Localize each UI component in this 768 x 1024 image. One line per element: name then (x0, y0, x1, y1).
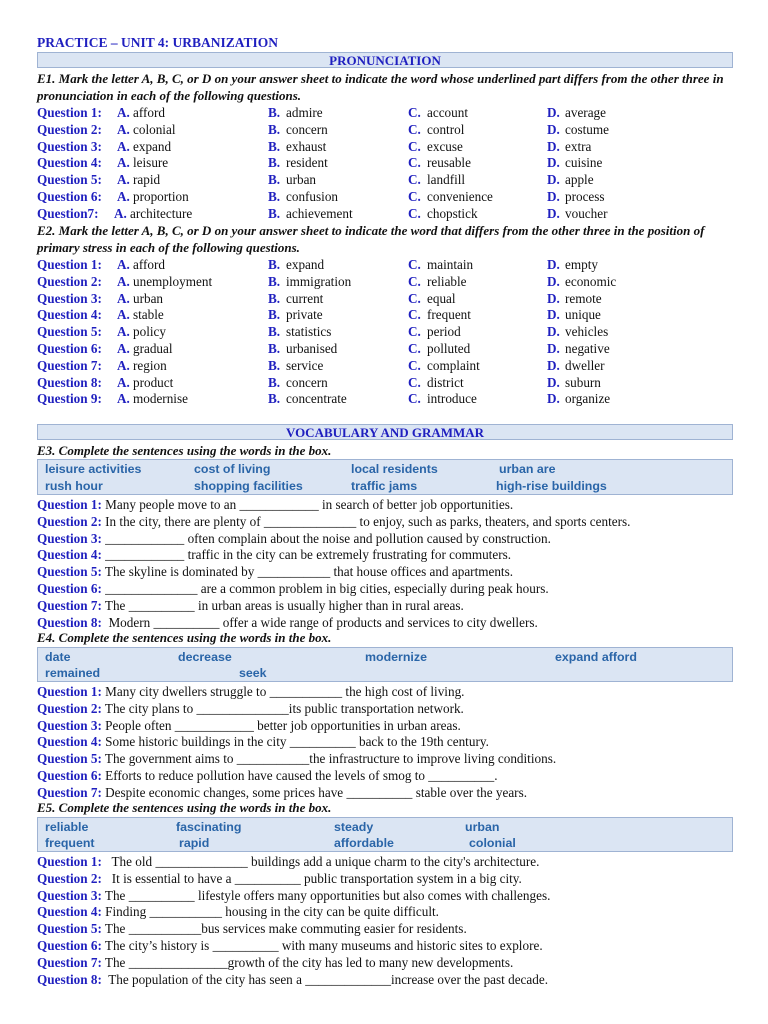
box-word: shopping facilities (194, 479, 303, 493)
question-text[interactable]: The skyline is dominated by ___________ that house offices and apartments. (104, 564, 514, 580)
box-word: urban (465, 820, 500, 834)
option-letter-c: C. (408, 172, 421, 188)
question-row (37, 374, 737, 391)
question-row (37, 171, 737, 188)
option-letter-a: A. (117, 324, 130, 340)
option-a[interactable]: colonial (133, 121, 176, 137)
option-d[interactable]: empty (565, 257, 598, 272)
option-letter-b: B. (268, 290, 281, 306)
option-letter-b: B. (268, 257, 281, 272)
option-d[interactable]: average (565, 105, 606, 120)
option-c[interactable]: complaint (427, 357, 480, 373)
question-label: Question 6: (37, 768, 102, 783)
question-row (37, 954, 513, 971)
question-label: Question 6: (37, 189, 102, 204)
option-letter-a: A. (117, 105, 130, 120)
question-row (37, 563, 513, 580)
question-row (37, 390, 737, 407)
question-row (37, 323, 737, 340)
option-a[interactable]: urban (133, 290, 164, 306)
option-letter-c: C. (408, 307, 421, 323)
option-b[interactable]: service (286, 357, 324, 373)
option-b[interactable]: resident (286, 155, 328, 171)
option-letter-c: C. (408, 341, 421, 356)
question-label: Question 4: (37, 155, 102, 171)
option-b[interactable]: expand (286, 257, 325, 272)
option-letter-b: B. (268, 189, 281, 204)
question-label: Question 3: (37, 717, 102, 733)
question-row (37, 853, 539, 870)
question-row (37, 717, 461, 734)
question-text[interactable]: Many city dwellers struggle to ___________ the high cost of living. (105, 684, 465, 699)
option-b[interactable]: concern (286, 374, 328, 390)
option-letter-a: A. (117, 391, 130, 407)
option-letter-c: C. (408, 205, 421, 221)
question-label: Question 7: (37, 597, 102, 613)
page-title: PRACTICE – UNIT 4: URBANIZATION (37, 35, 279, 50)
question-label: Question 5: (37, 324, 102, 340)
question-label: Question 2: (37, 121, 102, 137)
option-b[interactable]: current (286, 290, 324, 306)
option-b[interactable]: private (286, 307, 323, 323)
option-letter-c: C. (408, 138, 421, 154)
option-letter-d: D. (547, 138, 560, 154)
option-letter-d: D. (547, 324, 560, 340)
question-label: Question 7: (37, 357, 102, 373)
option-d[interactable]: economic (565, 273, 617, 289)
option-d[interactable]: process (565, 189, 605, 204)
question-row (37, 290, 737, 307)
question-label: Question 5: (37, 751, 102, 767)
question-label: Question 4: (37, 547, 102, 563)
option-d[interactable]: extra (565, 138, 592, 154)
question-row (37, 750, 556, 767)
box-word: leisure activities (45, 462, 142, 476)
e2-instruction: E2. Mark the letter A, B, C, or D on your answer sheet to indicate the word that differs from the other three in the position of primary stress in each of the following questions. (37, 223, 705, 255)
option-letter-a: A. (117, 307, 130, 323)
option-letter-b: B. (268, 172, 281, 188)
option-letter-b: B. (268, 374, 281, 390)
question-row (37, 357, 737, 374)
question-label: Question 2: (37, 700, 102, 716)
option-c[interactable]: control (427, 121, 465, 137)
question-label: Question 7: (37, 784, 102, 800)
option-a[interactable]: proportion (133, 189, 189, 204)
box-word: rapid (179, 836, 210, 850)
vocab-header: VOCABULARY AND GRAMMAR (37, 424, 733, 440)
option-a[interactable]: stable (133, 307, 164, 323)
option-b[interactable]: statistics (286, 324, 332, 340)
question-label: Question 5: (37, 564, 102, 580)
box-word: colonial (469, 836, 516, 850)
option-letter-d: D. (547, 391, 560, 407)
option-letter-a: A. (117, 155, 130, 171)
question-text[interactable]: ______________ are a common problem in big cities, especially during peak hours. (105, 581, 549, 596)
question-label: Question 3: (37, 887, 102, 903)
option-letter-a: A. (117, 189, 130, 204)
question-text[interactable]: ____________ often complain about the noise and pollution caused by construction. (105, 530, 551, 546)
box-word: high-rise buildings (496, 479, 607, 493)
option-d[interactable]: suburn (565, 374, 601, 390)
question-label: Question 1: (37, 684, 102, 699)
question-row (37, 546, 511, 563)
option-letter-c: C. (408, 105, 421, 120)
question-row (37, 971, 548, 988)
option-a[interactable]: afford (133, 257, 165, 272)
question-label: Question 4: (37, 307, 102, 323)
option-b[interactable]: concentrate (286, 391, 347, 407)
option-a[interactable]: rapid (133, 172, 161, 188)
question-row (37, 937, 543, 954)
option-letter-a: A. (117, 341, 130, 356)
option-a[interactable]: product (133, 374, 174, 390)
question-text[interactable]: The old ______________ buildings add a unique charm to the city's architecture. (105, 854, 540, 869)
e5-instruction: E5. Complete the sentences using the words in the box. (37, 800, 332, 815)
question-label: Question 3: (37, 530, 102, 546)
option-b[interactable]: confusion (286, 189, 339, 204)
box-word: decrease (178, 650, 232, 664)
option-letter-b: B. (268, 105, 281, 120)
question-row (37, 887, 550, 904)
question-text[interactable]: The _______________growth of the city has led to many new developments. (104, 954, 514, 970)
question-text[interactable]: Efforts to reduce pollution have caused the levels of smog to __________. (105, 768, 498, 783)
option-letter-c: C. (408, 155, 421, 171)
option-letter-d: D. (547, 341, 560, 356)
e4-instruction: E4. Complete the sentences using the words in the box. (37, 630, 332, 645)
question-text[interactable]: Finding ___________ housing in the city can be quite difficult. (105, 904, 439, 920)
question-label: Question 6: (37, 938, 102, 953)
question-text[interactable]: Despite economic changes, some prices have __________ stable over the years. (105, 784, 528, 800)
question-label: Question 6: (37, 341, 102, 356)
question-label: Question 8: (37, 374, 102, 390)
question-text[interactable]: The city’s history is __________ with many museums and historic sites to explore. (104, 938, 543, 953)
option-letter-c: C. (408, 391, 421, 407)
option-letter-a: A. (117, 273, 130, 289)
question-label: Question 5: (37, 172, 102, 188)
option-letter-c: C. (408, 257, 421, 272)
question-text[interactable]: The government aims to ___________the infrastructure to improve living conditions. (104, 751, 557, 767)
option-d[interactable]: vehicles (565, 324, 609, 340)
option-c[interactable]: period (427, 324, 461, 340)
question-text[interactable]: The __________ lifestyle offers many opportunities but also comes with challenges. (104, 887, 551, 903)
question-row (37, 683, 464, 700)
box-word: rush hour (45, 479, 103, 493)
option-letter-d: D. (547, 273, 560, 289)
option-letter-d: D. (547, 357, 560, 373)
box-word: expand afford (555, 650, 637, 664)
option-d[interactable]: cuisine (565, 155, 603, 171)
box-word: urban are (499, 462, 556, 476)
question-row (37, 700, 464, 717)
question-label: Question 8: (37, 971, 102, 987)
question-row (37, 767, 498, 784)
e1-instruction: E1. Mark the letter A, B, C, or D on your answer sheet to indicate the word whose underlined part differs from the other three in pronunciation in each of the following questions. (37, 71, 724, 103)
box-word: date (45, 650, 71, 664)
option-letter-d: D. (547, 290, 560, 306)
option-letter-b: B. (268, 121, 281, 137)
question-text[interactable]: In the city, there are plenty of ______________ to enjoy, such as parks, theaters, and sports centers. (105, 513, 631, 529)
question-row (37, 513, 630, 530)
option-c[interactable]: excuse (427, 138, 463, 154)
question-text[interactable]: The ___________bus services make commuting easier for residents. (104, 921, 467, 937)
option-c[interactable]: account (427, 105, 469, 120)
box-word: remained (45, 666, 101, 680)
box-word: fascinating (176, 820, 242, 834)
option-letter-d: D. (547, 257, 560, 272)
option-letter-c: C. (408, 357, 421, 373)
question-label: Question 7: (37, 954, 102, 970)
option-letter-b: B. (268, 273, 281, 289)
option-letter-b: B. (268, 391, 281, 407)
option-letter-a: A. (114, 205, 127, 221)
option-letter-b: B. (268, 138, 281, 154)
question-label: Question 5: (37, 921, 102, 937)
option-letter-c: C. (408, 121, 421, 137)
box-word: steady (334, 820, 374, 834)
box-word: modernize (365, 650, 427, 664)
question-label: Question 4: (37, 734, 102, 750)
question-text[interactable]: The population of the city has seen a _____________increase over the past decade. (105, 971, 549, 987)
option-letter-b: B. (268, 341, 281, 356)
option-d[interactable]: voucher (565, 205, 608, 221)
option-letter-c: C. (408, 290, 421, 306)
option-letter-d: D. (547, 155, 560, 171)
option-b[interactable]: exhaust (286, 138, 327, 154)
option-a[interactable]: modernise (133, 391, 188, 407)
question-row (37, 496, 513, 513)
option-letter-a: A. (117, 374, 130, 390)
question-text[interactable]: Modern __________ offer a wide range of products and services to city dwellers. (105, 614, 538, 630)
option-c[interactable]: polluted (427, 341, 471, 356)
option-letter-b: B. (268, 307, 281, 323)
question-row (37, 340, 737, 357)
option-letter-d: D. (547, 307, 560, 323)
question-row (37, 273, 737, 290)
pronunciation-header: PRONUNCIATION (37, 52, 733, 68)
option-c[interactable]: district (427, 374, 464, 390)
option-b[interactable]: urbanised (286, 341, 338, 356)
option-letter-c: C. (408, 273, 421, 289)
question-row (37, 614, 538, 631)
option-letter-b: B. (268, 324, 281, 340)
option-a[interactable]: architecture (130, 205, 193, 221)
option-c[interactable]: reusable (427, 155, 471, 171)
question-label: Question 1: (37, 105, 102, 120)
option-d[interactable]: negative (565, 341, 610, 356)
e4-word-box (37, 647, 733, 682)
option-letter-a: A. (117, 121, 130, 137)
question-row (37, 121, 737, 138)
question-row (37, 580, 549, 597)
question-label: Question 1: (37, 257, 102, 272)
option-c[interactable]: frequent (427, 307, 471, 323)
option-letter-c: C. (408, 374, 421, 390)
option-a[interactable]: afford (133, 105, 165, 120)
question-text[interactable]: The city plans to ______________its public transportation network. (104, 700, 464, 716)
question-label: Question 1: (37, 497, 102, 512)
box-word: traffic jams (351, 479, 418, 493)
option-c[interactable]: introduce (427, 391, 477, 407)
question-row (37, 870, 522, 887)
question-row (37, 154, 737, 171)
option-d[interactable]: apple (565, 172, 594, 188)
option-letter-a: A. (117, 257, 130, 272)
box-word: local residents (351, 462, 438, 476)
question-label: Question 8: (37, 614, 102, 630)
e3-instruction: E3. Complete the sentences using the words in the box. (37, 443, 332, 458)
option-c[interactable]: maintain (427, 257, 474, 272)
question-label: Question 2: (37, 273, 102, 289)
box-word: seek (239, 666, 267, 680)
option-letter-b: B. (268, 155, 281, 171)
option-letter-d: D. (547, 121, 560, 137)
question-row (37, 920, 467, 937)
question-row (37, 205, 737, 222)
option-c[interactable]: equal (427, 290, 456, 306)
option-d[interactable]: unique (565, 307, 601, 323)
box-word: affordable (334, 836, 394, 850)
option-c[interactable]: convenience (427, 189, 493, 204)
question-row (37, 306, 737, 323)
question-text[interactable]: People often ____________ better job opportunities in urban areas. (105, 717, 461, 733)
box-word: reliable (45, 820, 89, 834)
option-a[interactable]: unemployment (133, 273, 213, 289)
question-text[interactable]: The __________ in urban areas is usually higher than in rural areas. (104, 597, 464, 613)
option-d[interactable]: remote (565, 290, 602, 306)
option-d[interactable]: organize (565, 391, 611, 407)
option-letter-d: D. (547, 172, 560, 188)
option-d[interactable]: dweller (565, 357, 605, 373)
question-label: Question 2: (37, 870, 102, 886)
option-b[interactable]: urban (286, 172, 317, 188)
option-a[interactable]: leisure (133, 155, 169, 171)
question-text[interactable]: Some historic buildings in the city __________ back to the 19th century. (105, 734, 489, 750)
box-word: frequent (45, 836, 95, 850)
option-letter-b: B. (268, 357, 281, 373)
option-a[interactable]: expand (133, 138, 172, 154)
question-label: Question 9: (37, 391, 102, 407)
e3-word-box (37, 459, 733, 495)
option-letter-d: D. (547, 374, 560, 390)
option-b[interactable]: admire (286, 105, 323, 120)
question-text[interactable]: Many people move to an ____________ in search of better job opportunities. (105, 497, 514, 512)
option-a[interactable]: region (133, 357, 167, 373)
option-b[interactable]: concern (286, 121, 328, 137)
option-letter-d: D. (547, 205, 560, 221)
option-d[interactable]: costume (565, 121, 609, 137)
question-row (37, 256, 737, 273)
question-label: Question 2: (37, 513, 102, 529)
option-letter-a: A. (117, 172, 130, 188)
option-letter-a: A. (117, 138, 130, 154)
question-label: Question7: (37, 205, 99, 221)
question-label: Question 1: (37, 854, 102, 869)
option-a[interactable]: gradual (133, 341, 173, 356)
option-b[interactable]: achievement (286, 205, 353, 221)
question-text[interactable]: It is essential to have a __________ public transportation system in a big city. (105, 870, 522, 886)
option-letter-c: C. (408, 189, 421, 204)
question-row (37, 188, 737, 205)
option-letter-a: A. (117, 290, 130, 306)
question-row (37, 597, 464, 614)
question-row (37, 104, 737, 121)
question-row (37, 784, 527, 801)
option-c[interactable]: reliable (427, 273, 467, 289)
question-row (37, 733, 489, 750)
option-letter-d: D. (547, 105, 560, 120)
option-c[interactable]: landfill (427, 172, 466, 188)
option-a[interactable]: policy (133, 324, 166, 340)
option-letter-c: C. (408, 324, 421, 340)
option-c[interactable]: chopstick (427, 205, 478, 221)
option-letter-b: B. (268, 205, 281, 221)
question-label: Question 3: (37, 138, 102, 154)
e5-word-box (37, 817, 733, 852)
question-row (37, 138, 737, 155)
question-text[interactable]: ____________ traffic in the city can be extremely frustrating for commuters. (105, 547, 512, 563)
option-letter-d: D. (547, 189, 560, 204)
option-letter-a: A. (117, 357, 130, 373)
question-row (37, 903, 439, 920)
question-row (37, 530, 551, 547)
question-label: Question 6: (37, 581, 102, 596)
question-label: Question 3: (37, 290, 102, 306)
question-label: Question 4: (37, 904, 102, 920)
option-b[interactable]: immigration (286, 273, 352, 289)
box-word: cost of living (194, 462, 271, 476)
